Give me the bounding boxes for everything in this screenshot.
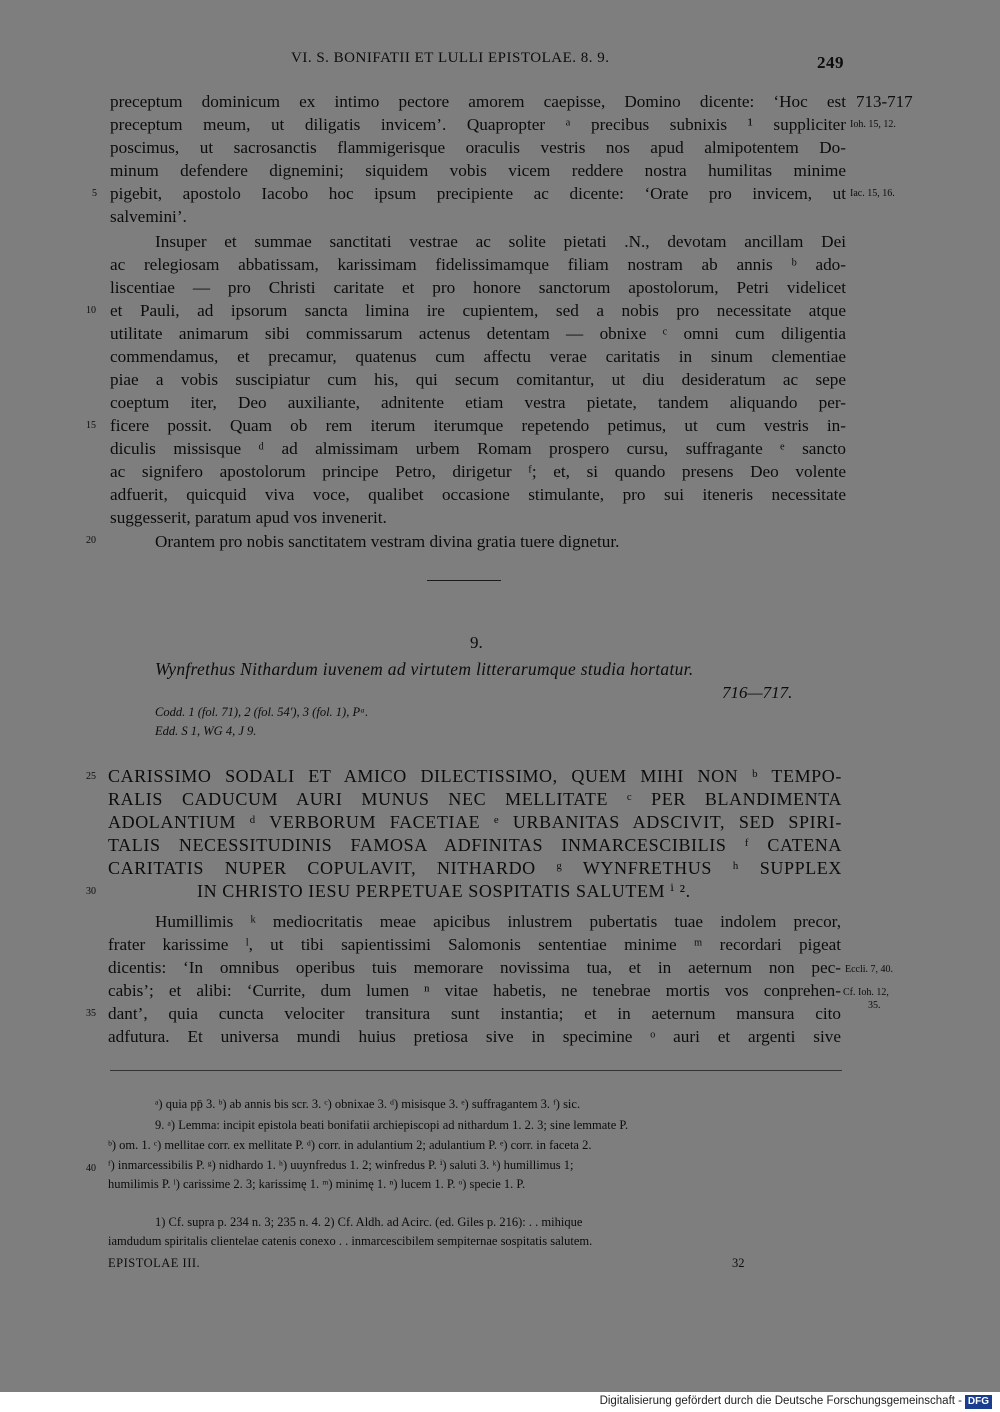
body-line: adfutura. Et universa mundi huius pretiosa sive in specimine ᵒ auri et argenti sive bbox=[108, 1027, 841, 1046]
footnote-line: iamdudum spiritalis clientelae catenis conexo . . inmarcescibilem sempiternae sospitatis salutem. bbox=[108, 1234, 593, 1248]
section-divider bbox=[427, 580, 501, 581]
body-line: poscimus, ut sacrosanctis flammigerisque oraculis vestris nos apud almipotentem Do- bbox=[110, 138, 846, 157]
body-line: Humillimis ᵏ mediocritatis meae apicibus inlustrem pubertatis tuae indolem precor, bbox=[155, 912, 841, 931]
body-line: frater karissime ˡ, ut tibi sapientissimi Salomonis sententiae minime ᵐ recordari pigeat bbox=[108, 935, 841, 954]
dfg-logo: DFG bbox=[965, 1395, 992, 1409]
apparatus-line: humilimis P. ˡ) carissime 2. 3; karissimę 1. ᵐ) minimę 1. ⁿ) lucem 1. P. ᵒ) specie 1. P. bbox=[108, 1177, 526, 1191]
page-number: 249 bbox=[817, 53, 844, 72]
body-line: dant’, quia cuncta velociter transitura sunt instantia; et in aeternum mansura cito bbox=[108, 1004, 841, 1023]
line-number: 10 bbox=[86, 305, 96, 316]
body-line: pigebit, apostolo Iacobo hoc ipsum precipiente ac dicente: ‘Orate pro invicem, ut bbox=[110, 184, 846, 203]
letter-date: 716—717. bbox=[722, 683, 793, 702]
signature-mark: EPISTOLAE III. bbox=[108, 1256, 201, 1270]
apparatus-line: ᶠ) inmarcessibilis P. ᵍ) nidhardo 1. ʰ) uuynfredus 1. 2; winfredus P. ⁱ) saluti 3. ᵏ) humillimus 1; bbox=[108, 1158, 574, 1172]
footnote-line: 1) Cf. supra p. 234 n. 3; 235 n. 4. 2) Cf. Aldh. ad Acirc. (ed. Giles p. 216): . . mihique bbox=[155, 1215, 583, 1229]
editions-line: Edd. S 1, WG 4, J 9. bbox=[155, 724, 257, 738]
line-number: 5 bbox=[92, 188, 97, 199]
body-line: ac relegiosam abbatissam, karissimam fidelissimamque filiam nostram ab annis ᵇ ado- bbox=[110, 255, 846, 274]
margin-reference: Iac. 15, 16. bbox=[850, 188, 895, 199]
margin-reference: Ioh. 15, 12. bbox=[850, 119, 896, 130]
salutation-line: CARISSIMO SODALI ET AMICO DILECTISSIMO, QUEM MIHI NON ᵇ TEMPO- bbox=[108, 766, 842, 786]
body-line: et Pauli, ad ipsorum sancta limina ire cupientem, sed a nobis pro necessitate atque bbox=[110, 301, 846, 320]
signature-number: 32 bbox=[732, 1256, 745, 1270]
line-number: 40 bbox=[86, 1163, 96, 1174]
margin-reference: 35. bbox=[868, 1000, 881, 1011]
salutation-line: RALIS CADUCUM AURI MUNUS NEC MELLITATE ᶜ PER BLANDIMENTA bbox=[108, 789, 842, 809]
line-number: 20 bbox=[86, 535, 96, 546]
digitization-banner bbox=[0, 1392, 1000, 1412]
line-number: 35 bbox=[86, 1008, 96, 1019]
salutation-line: ADOLANTIUM ᵈ VERBORUM FACETIAE ᵉ URBANITAS ADSCIVIT, SED SPIRI- bbox=[108, 812, 842, 832]
apparatus-rule bbox=[110, 1070, 842, 1071]
line-number: 25 bbox=[86, 771, 96, 782]
salutation-line: IN CHRISTO IESU PERPETUAE SOSPITATIS SALUTEM ⁱ ². bbox=[197, 881, 691, 901]
letter-summary: Wynfrethus Nithardum iuvenem ad virtutem litterarumque studia hortatur. bbox=[155, 659, 694, 679]
letter-number: 9. bbox=[470, 633, 483, 652]
body-line: dicentis: ‘In omnibus operibus tuis memorare novissima tua, et in aeternum non pec- bbox=[108, 958, 841, 977]
salutation-line: TALIS NECESSITUDINIS FAMOSA ADFINITAS INMARCESCIBILIS ᶠ CATENA bbox=[108, 835, 842, 855]
body-line: adfuerit, quicquid viva voce, qualibet occasione stimulante, pro sui iteneris necessitate bbox=[110, 485, 846, 504]
codices-line: Codd. 1 (fol. 71), 2 (fol. 54ʹ), 3 (fol. 1), Pᵃ. bbox=[155, 705, 369, 719]
body-line: piae a vobis suscipiatur cum his, qui secum comitantur, ut diu desideratum ac sepe bbox=[110, 370, 846, 389]
margin-reference: Eccli. 7, 40. bbox=[845, 964, 894, 975]
body-line: Orantem pro nobis sanctitatem vestram divina gratia tuere dignetur. bbox=[155, 532, 620, 551]
apparatus-line: 9. ᵃ) Lemma: incipit epistola beati bonifatii archiepiscopi ad nithardum 1. 2. 3; sine lemmate P. bbox=[155, 1118, 629, 1132]
body-line: commendamus, et precamur, quatenus cum affectu verae caritatis in sinum clementiae bbox=[110, 347, 846, 366]
body-line: minum defendere dignemini; siquidem vobis vicem reddere nostra humilitas minime bbox=[110, 161, 846, 180]
body-line: salvemini’. bbox=[110, 207, 187, 226]
apparatus-line: ᵇ) om. 1. ᶜ) mellitae corr. ex mellitate P. ᵈ) corr. in adulantium 2; adulantium P. ᵉ) corr. in faceta 2. bbox=[108, 1138, 592, 1152]
body-line: liscentiae — pro Christi caritate et pro honore sanctorum apostolorum, Petri videlicet bbox=[110, 278, 846, 297]
body-line: preceptum meum, ut diligatis invicem’. Quapropter ᵃ precibus subnixis ¹ suppliciter bbox=[110, 115, 846, 134]
body-line: suggesserit, paratum apud vos invenerit. bbox=[110, 508, 387, 527]
banner-text: Digitalisierung gefördert durch die Deutsche Forschungsgemeinschaft - bbox=[599, 1395, 962, 1407]
body-line: Insuper et summae sanctitati vestrae ac solite pietati .N., devotam ancillam Dei bbox=[155, 232, 846, 251]
margin-date: 713-717 bbox=[856, 92, 913, 111]
body-line: coeptum iter, Deo auxiliante, adnitente etiam vestra pietate, tandem aliquando per- bbox=[110, 393, 846, 412]
line-number: 30 bbox=[86, 886, 96, 897]
body-line: preceptum dominicum ex intimo pectore amorem caepisse, Domino dicente: ‘Hoc est bbox=[110, 92, 846, 111]
running-title: VI. S. BONIFATII ET LULLI EPISTOLAE. 8. 9. bbox=[291, 50, 610, 66]
body-line: utilitate animarum sibi commissarum actenus detentam — obnixe ᶜ omni cum diligentia bbox=[110, 324, 846, 343]
body-line: diculis missisque ᵈ ad almissimam urbem Romam prospero cursu, suffragante ᵉ sancto bbox=[110, 439, 846, 458]
body-line: ac signifero apostolorum principe Petro, dirigetur ᶠ; et, si quando presens Deo volente bbox=[110, 462, 846, 481]
salutation-line: CARITATIS NUPER COPULAVIT, NITHARDO ᵍ WYNFRETHUS ʰ SUPPLEX bbox=[108, 858, 842, 878]
apparatus-line: ᵃ) quia pp̄ 3. ᵇ) ab annis bis scr. 3. ᶜ) obnixae 3. ᵈ) misisque 3. ᵉ) suffragantem 3. ᶠ) sic. bbox=[155, 1097, 581, 1111]
body-line: ficere possit. Quam ob rem iterum iterumque repetendo petimus, ut cum vestris in- bbox=[110, 416, 846, 435]
body-line: cabis’; et alibi: ‘Currite, dum lumen ⁿ vitae habetis, ne tenebrae mortis vos conprehen- bbox=[108, 981, 841, 1000]
margin-reference: Cf. Ioh. 12, bbox=[843, 987, 889, 998]
line-number: 15 bbox=[86, 420, 96, 431]
